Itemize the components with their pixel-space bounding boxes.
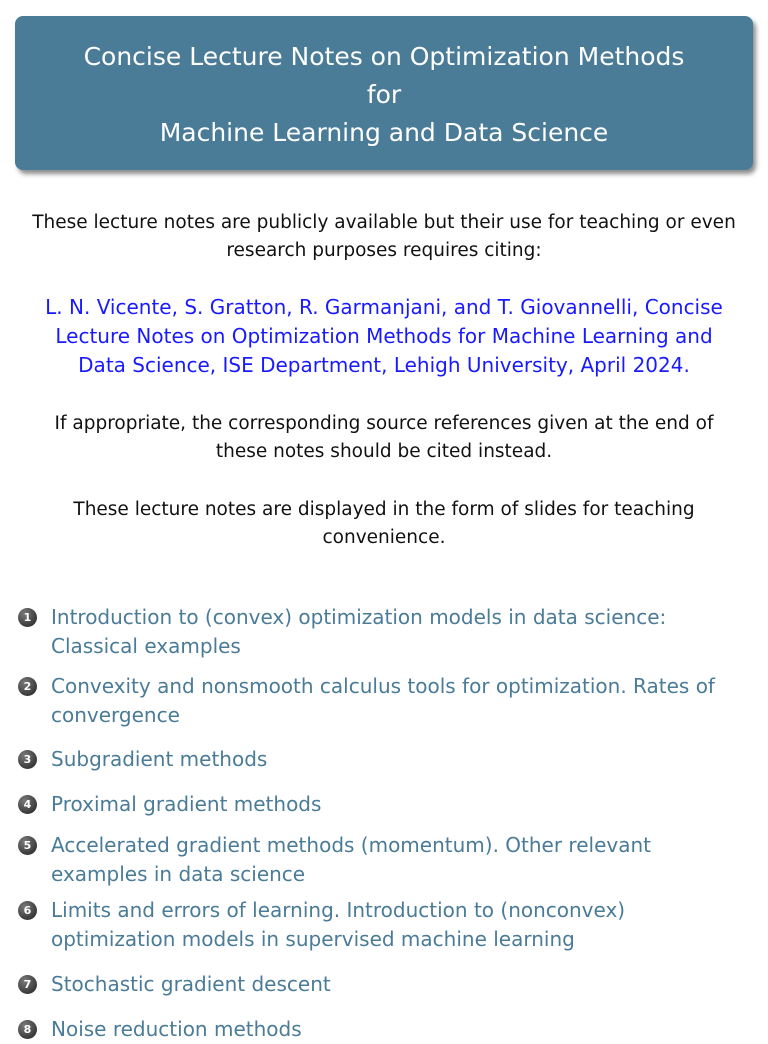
toc-number-badge: 1 — [18, 608, 37, 627]
title-line-2: for — [366, 80, 402, 109]
toc-number-badge: 8 — [18, 1020, 37, 1039]
toc-number-badge: 2 — [18, 677, 37, 696]
toc-number-badge: 5 — [18, 836, 37, 855]
toc-item-label: Introduction to (convex) optimization models in data science: Classical examples — [51, 605, 667, 658]
toc-item[interactable] — [18, 1015, 748, 1044]
toc-item[interactable] — [18, 603, 748, 661]
citation-text: L. N. Vicente, S. Gratton, R. Garmanjani, and T. Giovannelli, Concise Lecture Notes on Optimization Methods for Machine Learning and Data Science, ISE Department, Lehigh University, April 2024. — [45, 295, 723, 377]
toc-number-badge: 4 — [18, 795, 37, 814]
toc-item[interactable] — [18, 896, 748, 954]
toc-item[interactable] — [18, 745, 748, 774]
toc-item-label: Proximal gradient methods — [51, 792, 322, 816]
toc-number-badge: 3 — [18, 750, 37, 769]
toc-item-label: Limits and errors of learning. Introduction to (nonconvex) optimization models in supervised machine learning — [51, 898, 626, 951]
sources-note: If appropriate, the corresponding source references given at the end of these notes should be cited instead. — [54, 413, 714, 462]
toc-item-label: Convexity and nonsmooth calculus tools for optimization. Rates of convergence — [51, 674, 715, 727]
title-line-1: Concise Lecture Notes on Optimization Methods — [83, 42, 685, 71]
toc-item[interactable] — [18, 790, 748, 819]
toc-item[interactable] — [18, 831, 748, 889]
title-line-3: Machine Learning and Data Science — [159, 118, 609, 147]
toc-number-badge: 7 — [18, 975, 37, 994]
table-of-contents — [18, 603, 748, 1044]
toc-item-label: Subgradient methods — [51, 747, 268, 771]
availability-note: These lecture notes are publicly available but their use for teaching or even research purposes requires citing: — [32, 212, 736, 261]
format-note: These lecture notes are displayed in the form of slides for teaching convenience. — [73, 499, 695, 548]
toc-number-badge: 6 — [18, 901, 37, 920]
toc-item-label: Stochastic gradient descent — [51, 972, 331, 996]
toc-item-label: Accelerated gradient methods (momentum). Other relevant examples in data science — [51, 833, 651, 886]
title-banner — [15, 16, 753, 170]
toc-item[interactable] — [18, 970, 748, 999]
toc-item[interactable] — [18, 672, 748, 730]
toc-item-label: Noise reduction methods — [51, 1017, 302, 1041]
